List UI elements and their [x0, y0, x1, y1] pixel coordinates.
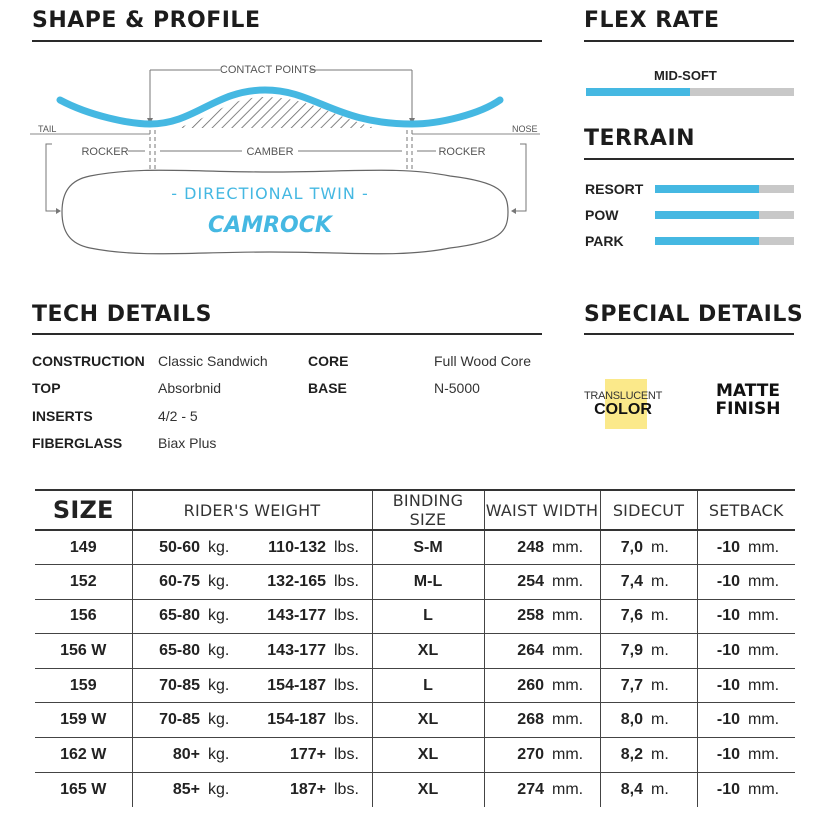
header-setback: SETBACK [697, 490, 795, 530]
lbs-unit: lbs. [330, 738, 372, 773]
table-row [35, 565, 795, 600]
size-cell: 149 [35, 530, 132, 565]
mm-unit: mm. [548, 634, 600, 669]
header-sidecut: SIDECUT [600, 490, 697, 530]
rocker-right-label: ROCKER [438, 146, 486, 158]
terrain-rule [584, 158, 794, 160]
tech-value-construction: Classic Sandwich [158, 353, 268, 369]
mm-unit: mm. [548, 565, 600, 600]
weight-lbs-cell: 132-165 [244, 565, 330, 600]
weight-lbs-cell: 154-187 [244, 668, 330, 703]
m-unit: m. [651, 780, 669, 798]
tech-key-construction: CONSTRUCTION [32, 353, 145, 369]
mm-unit: mm. [744, 703, 795, 738]
terrain-label-park: PARK [585, 233, 624, 249]
size-cell: 162 W [35, 738, 132, 773]
finish-label: FINISH [715, 399, 781, 419]
table-row [35, 668, 795, 703]
profile-diagram [30, 52, 540, 257]
binding-cell: XL [372, 738, 484, 773]
size-cell: 156 W [35, 634, 132, 669]
waist-cell: 260 [484, 668, 548, 703]
sidecut-cell: 8,4 [600, 772, 647, 807]
weight-kg-cell: 80+ [132, 738, 204, 773]
waist-cell: 264 [484, 634, 548, 669]
m-unit: m. [647, 668, 697, 703]
kg-unit: kg. [204, 599, 244, 634]
weight-lbs-cell: 154-187 [244, 703, 330, 738]
tech-key-base: BASE [308, 380, 347, 396]
mm-unit: mm. [744, 565, 795, 600]
m-unit: m. [647, 634, 697, 669]
sidecut-cell: 8,0 [600, 703, 647, 738]
rocker-left-label: ROCKER [81, 146, 129, 158]
terrain-bar-park [655, 237, 794, 245]
m-unit: m. [647, 599, 697, 634]
terrain-title: TERRAIN [584, 126, 696, 151]
tech-value-inserts: 4/2 - 5 [158, 408, 198, 424]
shape-profile-rule [32, 40, 542, 42]
setback-cell: -10 [697, 565, 744, 600]
mm-unit: mm. [548, 738, 600, 773]
size-cell: 156 [35, 599, 132, 634]
sidecut-cell: 7,9 [600, 634, 647, 669]
lbs-unit: lbs. [334, 780, 359, 798]
size-table [35, 489, 795, 807]
tech-value-fiberglass: Biax Plus [158, 435, 217, 451]
terrain-bar-resort [655, 185, 794, 193]
kg-unit: kg. [204, 530, 244, 565]
lbs-unit: lbs. [330, 565, 372, 600]
header-waist-width: WAIST WIDTH [484, 490, 600, 530]
mm-unit: mm. [744, 634, 795, 669]
tech-key-inserts: INSERTS [32, 408, 93, 424]
kg-unit: kg. [208, 780, 230, 798]
flex-rate-fill [586, 88, 690, 96]
header-size: SIZE [35, 490, 132, 530]
matte-finish-badge [708, 382, 788, 418]
tech-value-top: Absorbnid [158, 380, 222, 396]
m-unit: m. [647, 703, 697, 738]
table-header-row [35, 490, 795, 530]
tech-key-fiberglass: FIBERGLASS [32, 435, 123, 451]
mm-unit: mm. [744, 668, 795, 703]
waist-cell: 270 [484, 738, 548, 773]
tech-value-core: Full Wood Core [434, 353, 532, 369]
special-details-title: SPECIAL DETAILS [584, 302, 804, 327]
profile-name-label: CAMROCK [208, 213, 332, 238]
lbs-unit: lbs. [330, 599, 372, 634]
weight-kg-cell: 65-80 [132, 634, 204, 669]
weight-kg-cell: 60-75 [132, 565, 204, 600]
mm-unit: mm. [552, 780, 584, 798]
camber-label: CAMBER [246, 146, 294, 158]
terrain-fill-park [655, 237, 759, 245]
weight-kg-cell: 70-85 [132, 703, 204, 738]
table-row [35, 530, 795, 565]
mm-unit: mm. [548, 530, 600, 565]
weight-lbs-cell: 110-132 [244, 530, 330, 565]
size-cell: 159 W [35, 703, 132, 738]
nose-arrow [516, 144, 526, 211]
table-row [35, 634, 795, 669]
shape-profile-title: SHAPE & PROFILE [32, 8, 261, 33]
sidecut-cell: 7,0 [600, 530, 647, 565]
lbs-unit: lbs. [330, 668, 372, 703]
table-row [35, 703, 795, 738]
tail-label: TAIL [38, 124, 57, 134]
weight-kg-cell: 70-85 [132, 668, 204, 703]
waist-cell: 248 [484, 530, 548, 565]
sidecut-cell: 7,4 [600, 565, 647, 600]
translucent-label: TRANSLUCENT [584, 390, 662, 402]
table-row [35, 599, 795, 634]
sidecut-cell: 8,2 [600, 738, 647, 773]
mm-unit: mm. [548, 703, 600, 738]
tech-details-rule [32, 333, 542, 335]
setback-cell: -10 [697, 530, 744, 565]
terrain-label-pow: POW [585, 207, 619, 223]
sidecut-cell: 7,6 [600, 599, 647, 634]
binding-cell: S-M [372, 530, 484, 565]
weight-lbs-cell: 187+ [289, 780, 326, 798]
tail-arrow [46, 144, 56, 211]
contact-points-label: CONTACT POINTS [219, 64, 317, 76]
flex-rate-bar [586, 88, 794, 96]
lbs-unit: lbs. [330, 703, 372, 738]
waist-cell: 254 [484, 565, 548, 600]
mm-unit: mm. [744, 738, 795, 773]
flex-rate-title: FLEX RATE [584, 8, 720, 33]
special-details-rule [584, 333, 794, 335]
translucent-color-badge [584, 379, 662, 429]
kg-unit: kg. [204, 565, 244, 600]
flex-rate-label: MID-SOFT [654, 68, 717, 83]
setback-cell: -10 [697, 703, 744, 738]
kg-unit: kg. [204, 634, 244, 669]
setback-cell: -10 [697, 599, 744, 634]
binding-cell: XL [372, 772, 484, 807]
m-unit: m. [647, 738, 697, 773]
tech-key-core: CORE [308, 353, 349, 369]
table-row [35, 738, 795, 773]
size-cell: 152 [35, 565, 132, 600]
weight-kg-cell: 50-60 [132, 530, 204, 565]
binding-cell: L [372, 599, 484, 634]
weight-kg-cell: 65-80 [132, 599, 204, 634]
header-riders-weight: RIDER'S WEIGHT [132, 490, 372, 530]
tail-arrowhead [56, 208, 61, 214]
binding-cell: XL [372, 703, 484, 738]
weight-lbs-cell: 143-177 [244, 599, 330, 634]
binding-cell: L [372, 668, 484, 703]
kg-unit: kg. [204, 703, 244, 738]
waist-cell: 274 [484, 772, 548, 807]
setback-cell: -10 [697, 772, 744, 807]
nose-label: NOSE [512, 124, 538, 134]
header-binding-size: BINDING SIZE [372, 490, 484, 530]
mm-unit: mm. [548, 668, 600, 703]
kg-unit: kg. [204, 738, 244, 773]
binding-cell: M-L [372, 565, 484, 600]
setback-cell: -10 [697, 668, 744, 703]
sidecut-cell: 7,7 [600, 668, 647, 703]
flex-rate-rule [584, 40, 794, 42]
board-outline [62, 170, 508, 254]
kg-unit: kg. [204, 668, 244, 703]
size-cell: 159 [35, 668, 132, 703]
mm-unit: mm. [548, 599, 600, 634]
tech-key-top: TOP [32, 380, 61, 396]
color-label: COLOR [594, 401, 652, 418]
weight-lbs-cell: 143-177 [244, 634, 330, 669]
mm-unit: mm. [744, 599, 795, 634]
nose-arrowhead [511, 208, 516, 214]
m-unit: m. [647, 565, 697, 600]
mm-unit: mm. [744, 530, 795, 565]
size-cell: 165 W [60, 780, 107, 798]
lbs-unit: lbs. [330, 634, 372, 669]
binding-cell: XL [372, 634, 484, 669]
lbs-unit: lbs. [330, 530, 372, 565]
setback-cell: -10 [697, 738, 744, 773]
waist-cell: 268 [484, 703, 548, 738]
terrain-fill-resort [655, 185, 759, 193]
table-row [35, 772, 795, 807]
m-unit: m. [647, 530, 697, 565]
setback-cell: -10 [697, 634, 744, 669]
terrain-fill-pow [655, 211, 759, 219]
terrain-label-resort: RESORT [585, 181, 644, 197]
shape-name-label: - DIRECTIONAL TWIN - [171, 184, 369, 203]
weight-kg-cell: 85+ [132, 772, 204, 807]
weight-lbs-cell: 177+ [244, 738, 330, 773]
tech-details-title: TECH DETAILS [32, 302, 212, 327]
mm-unit: mm. [748, 780, 780, 798]
matte-label: MATTE [716, 381, 780, 401]
terrain-bar-pow [655, 211, 794, 219]
waist-cell: 258 [484, 599, 548, 634]
tech-value-base: N-5000 [434, 380, 480, 396]
